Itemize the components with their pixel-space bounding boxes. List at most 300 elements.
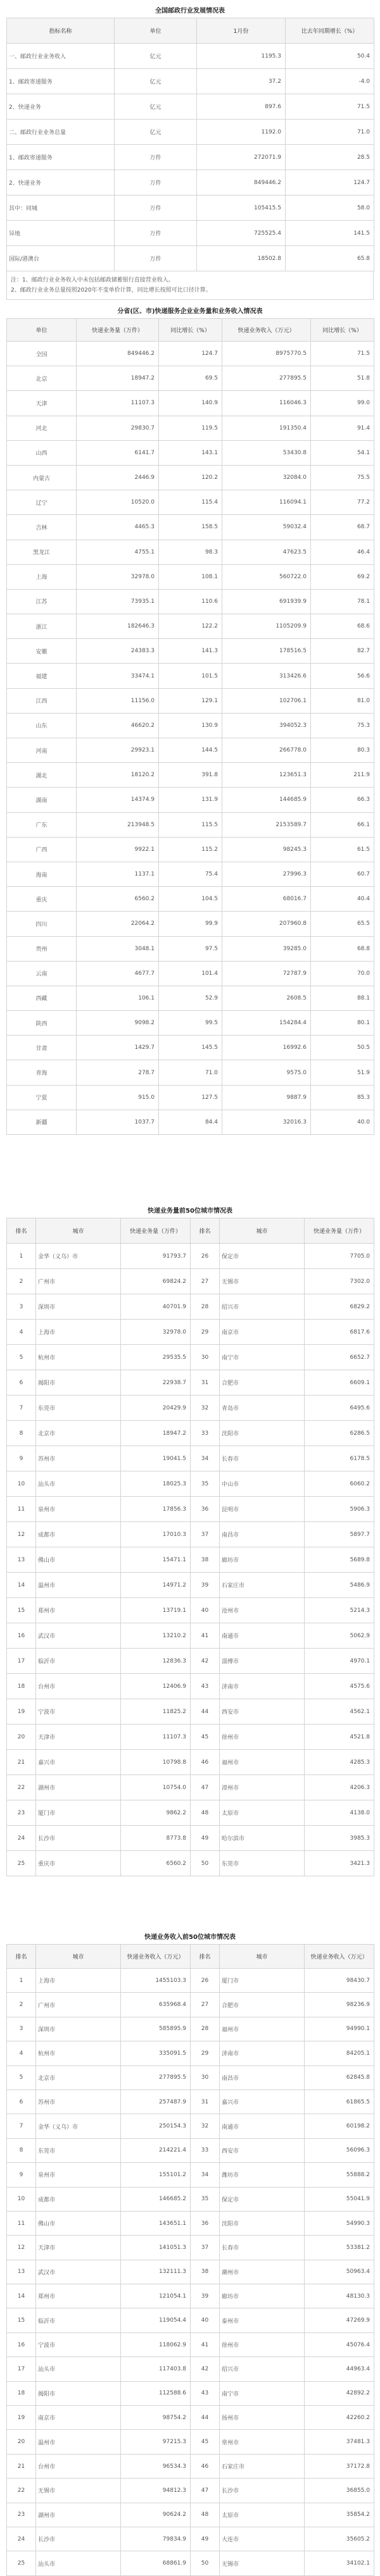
table-cell: 75.3 <box>311 713 374 738</box>
table-cell: 内蒙古 <box>7 465 77 490</box>
table-cell: 16 <box>7 1623 36 1649</box>
table-cell: 146685.2 <box>121 2187 191 2211</box>
table-cell: 14374.9 <box>77 788 159 812</box>
table-cell: 42 <box>191 1649 220 1674</box>
table-row <box>7 366 374 391</box>
table-cell: 32084.0 <box>222 465 311 490</box>
table-cell: 29923.1 <box>77 738 159 763</box>
table-cell: 39 <box>191 1573 220 1598</box>
table1 <box>6 18 374 271</box>
table-cell: 四川 <box>7 912 77 936</box>
table-cell: 47 <box>191 1775 220 1800</box>
table-cell: 34102.1 <box>305 2551 374 2575</box>
table-cell: 127.5 <box>159 1085 222 1110</box>
table-cell: 88.1 <box>311 986 374 1010</box>
table-cell: 84205.1 <box>305 2041 374 2065</box>
table-cell: 101.4 <box>159 961 222 986</box>
table-cell: 1192.0 <box>197 120 286 145</box>
table-cell: 青海 <box>7 1060 77 1085</box>
table-cell: 北京 <box>7 366 77 391</box>
table-cell: 成都市 <box>36 1522 121 1547</box>
table-cell: 691939.9 <box>222 589 311 614</box>
table-row <box>7 2551 374 2575</box>
table-cell: 37.2 <box>197 69 286 94</box>
table-cell: 62845.8 <box>305 2065 374 2090</box>
table2-header-cell: 快递业务量（万件） <box>77 319 159 342</box>
table-cell: 391.8 <box>159 763 222 788</box>
table-row <box>7 1396 374 1421</box>
table-cell: 佛山市 <box>36 1547 121 1573</box>
table-cell: 36 <box>191 2211 220 2235</box>
table-cell: 7 <box>7 2114 36 2138</box>
table-cell: 32 <box>191 1396 220 1421</box>
table-cell: 长春市 <box>220 1446 305 1471</box>
table-cell: 长沙市 <box>36 1826 121 1851</box>
table-cell: 66.1 <box>311 812 374 837</box>
table-cell: 石家庄市 <box>220 1573 305 1598</box>
table4-header-cell: 城市 <box>36 1945 121 1969</box>
table-cell: 7705.0 <box>305 1244 374 1269</box>
table-cell: 33 <box>191 1421 220 1446</box>
table-cell: 272071.9 <box>197 145 286 170</box>
table-cell: 18947.2 <box>121 1421 191 1446</box>
table-cell: 临沂市 <box>36 1649 121 1674</box>
table-cell: 84.4 <box>159 1110 222 1134</box>
table-cell: 277895.5 <box>222 366 311 391</box>
table-cell: 71.0 <box>159 1060 222 1085</box>
table-cell: 141.5 <box>286 221 374 246</box>
table-cell: 28 <box>191 1294 220 1320</box>
table-row <box>7 1547 374 1573</box>
table-row <box>7 1471 374 1497</box>
table-cell: 10754.0 <box>121 1775 191 1800</box>
table-row <box>7 1993 374 2017</box>
table-row <box>7 763 374 788</box>
table-cell: 广西 <box>7 837 77 862</box>
table-row <box>7 936 374 961</box>
table-cell: 南京市 <box>36 2406 121 2430</box>
table-cell: 11107.3 <box>77 391 159 416</box>
table-cell: 15471.1 <box>121 1547 191 1573</box>
table-cell: 泉州市 <box>36 2163 121 2187</box>
table-cell: 10 <box>7 1471 36 1497</box>
table-row <box>7 1674 374 1699</box>
table2-header-cell: 同比增长（%） <box>311 319 374 342</box>
table-cell: 16992.6 <box>222 1036 311 1060</box>
table-cell: 50 <box>191 1851 220 1876</box>
table-cell: 甘肃 <box>7 1036 77 1060</box>
table-cell: 94990.1 <box>305 2017 374 2041</box>
table-cell: 20 <box>7 1725 36 1750</box>
table-cell: 9098.2 <box>77 1011 159 1036</box>
table-cell: 万件 <box>115 246 197 271</box>
table-cell: 11 <box>7 1497 36 1522</box>
table-cell: 29 <box>191 1320 220 1345</box>
table-cell: 124.7 <box>159 342 222 366</box>
table-row <box>7 2527 374 2551</box>
table-cell: 182646.3 <box>77 614 159 639</box>
table-cell: 60198.2 <box>305 2114 374 2138</box>
table-cell: 58.0 <box>286 195 374 221</box>
table-cell: 6829.2 <box>305 1294 374 1320</box>
table-cell: 25 <box>7 2551 36 2575</box>
table1-title: 全国邮政行业发展情况表 <box>155 8 225 15</box>
table-cell: 116046.3 <box>222 391 311 416</box>
table-cell: 68.6 <box>311 614 374 639</box>
table-cell: 120.2 <box>159 465 222 490</box>
table-cell: 苏州市 <box>36 1446 121 1471</box>
table-row <box>7 246 374 271</box>
table-cell: 23 <box>7 1800 36 1826</box>
table-cell: 117403.8 <box>121 2357 191 2381</box>
table-cell: 6178.5 <box>305 1446 374 1471</box>
table4-header-cell: 快递业务收入（万元） <box>121 1945 191 1969</box>
table3-header-cell: 排名 <box>191 1218 220 1244</box>
table-row <box>7 1085 374 1110</box>
table-row <box>7 1011 374 1036</box>
table-cell: 3421.3 <box>305 1851 374 1876</box>
table3-title: 快递业务量前50位城市情况表 <box>148 1208 232 1215</box>
table-cell: 24383.3 <box>77 639 159 664</box>
table-cell: 天津市 <box>36 2236 121 2260</box>
table-cell: 313426.6 <box>222 664 311 688</box>
table-cell: 一、邮政行业业务收入 <box>7 44 115 69</box>
table-row <box>7 1320 374 1345</box>
table-cell: 191350.4 <box>222 416 311 440</box>
table-cell: 4206.3 <box>305 1775 374 1800</box>
table-cell: 无锡市 <box>36 2479 121 2503</box>
table-cell: 68016.7 <box>222 887 311 912</box>
table-cell: 深圳市 <box>36 1294 121 1320</box>
table-cell: 118062.9 <box>121 2332 191 2356</box>
table-cell: 99.0 <box>311 391 374 416</box>
table-cell: 119054.4 <box>121 2308 191 2332</box>
table-cell: 15 <box>7 2308 36 2332</box>
table-cell: 亿元 <box>115 120 197 145</box>
table-cell: 35605.2 <box>305 2527 374 2551</box>
table-cell: 35854.2 <box>305 2503 374 2527</box>
table3-header-cell: 排名 <box>7 1218 36 1244</box>
table-cell: 东莞市 <box>36 1396 121 1421</box>
table-cell: 2 <box>7 1993 36 2017</box>
table-cell: 宁夏 <box>7 1085 77 1110</box>
table4-header-cell: 城市 <box>220 1945 305 1969</box>
table-cell: 宁波市 <box>36 1699 121 1725</box>
table-cell: 71.0 <box>286 120 374 145</box>
table-cell: 59032.4 <box>222 515 311 540</box>
table-cell: 2153589.7 <box>222 812 311 837</box>
table-cell: 全国 <box>7 342 77 366</box>
table-cell: 嘉兴市 <box>220 2090 305 2114</box>
table3-header-cell: 城市 <box>220 1218 305 1244</box>
table-cell: 560722.0 <box>222 564 311 589</box>
table-cell: 江苏 <box>7 589 77 614</box>
table-cell: 335091.5 <box>121 2041 191 2065</box>
table-cell: 50.4 <box>286 44 374 69</box>
table-cell: 34 <box>191 1446 220 1471</box>
table-cell: 广州市 <box>36 1993 121 2017</box>
table-cell: 7302.0 <box>305 1269 374 1294</box>
table-cell: 山东 <box>7 713 77 738</box>
table-cell: 44 <box>191 2406 220 2430</box>
table-cell: 849446.2 <box>197 170 286 195</box>
table-cell: 41 <box>191 1623 220 1649</box>
table-row <box>7 2260 374 2284</box>
table-cell: 41 <box>191 2332 220 2356</box>
table3 <box>6 1218 374 1876</box>
table-row <box>7 1800 374 1826</box>
table-cell: 无锡市 <box>220 2551 305 2575</box>
table-cell: 5062.9 <box>305 1623 374 1649</box>
table-row <box>7 1244 374 1269</box>
table1-header-row <box>7 18 374 44</box>
table-cell: 8773.8 <box>121 1826 191 1851</box>
table-cell: 二、邮政行业业务总量 <box>7 120 115 145</box>
table3-header-cell: 快递业务量（万件） <box>121 1218 191 1244</box>
table-row <box>7 342 374 366</box>
table-cell: 80.3 <box>311 738 374 763</box>
table-cell: 207960.8 <box>222 912 311 936</box>
table-cell: 吉林 <box>7 515 77 540</box>
table-cell: 18947.2 <box>77 366 159 391</box>
table-cell: 13 <box>7 2260 36 2284</box>
table-cell: 8 <box>7 2138 36 2162</box>
table-cell: 19 <box>7 1699 36 1725</box>
table-row <box>7 44 374 69</box>
table-cell: 亿元 <box>115 94 197 120</box>
table-cell: 4465.3 <box>77 515 159 540</box>
table-row <box>7 2187 374 2211</box>
table-cell: 140.9 <box>159 391 222 416</box>
table-cell: 万件 <box>115 195 197 221</box>
table-cell: 万件 <box>115 145 197 170</box>
table-cell: 4 <box>7 1320 36 1345</box>
table-cell: 6560.2 <box>77 887 159 912</box>
table-cell: 湖北 <box>7 763 77 788</box>
table-cell: 厦门市 <box>36 1800 121 1826</box>
table-cell: 保定市 <box>220 1244 305 1269</box>
table4-header-row <box>7 1945 374 1969</box>
table-row <box>7 2236 374 2260</box>
table-cell: 7 <box>7 1396 36 1421</box>
table-cell: 其中：同城 <box>7 195 115 221</box>
table-row <box>7 788 374 812</box>
table-cell: 湖州市 <box>36 1775 121 1800</box>
table-row <box>7 837 374 862</box>
table-cell: 17856.3 <box>121 1497 191 1522</box>
table-cell: 131.9 <box>159 788 222 812</box>
table4-header-cell: 排名 <box>191 1945 220 1969</box>
table4 <box>6 1944 374 2576</box>
table-cell: 沈阳市 <box>220 2211 305 2235</box>
table-cell: 湖州市 <box>36 2503 121 2527</box>
table-cell: 36855.0 <box>305 2479 374 2503</box>
table-row <box>7 2357 374 2381</box>
table-cell: 30 <box>191 2065 220 2090</box>
table-cell: 1 <box>7 1244 36 1269</box>
table-cell: 33 <box>191 2138 220 2162</box>
table-cell: 20 <box>7 2430 36 2454</box>
table-cell: 2 <box>7 1269 36 1294</box>
table-row <box>7 1623 374 1649</box>
table-cell: 6560.2 <box>121 1851 191 1876</box>
table-cell: 6 <box>7 1370 36 1396</box>
table-cell: 141.3 <box>159 639 222 664</box>
table-cell: 80.1 <box>311 1011 374 1036</box>
table-cell: 69.2 <box>311 564 374 589</box>
table-cell: 2446.9 <box>77 465 159 490</box>
table-cell: 长沙市 <box>220 2479 305 2503</box>
table-cell: 94812.3 <box>121 2479 191 2503</box>
table-cell: 35 <box>191 2187 220 2211</box>
table-row <box>7 2308 374 2332</box>
table-cell: 哈尔滨市 <box>220 1826 305 1851</box>
table-cell: 40.4 <box>311 887 374 912</box>
table-row <box>7 1649 374 1674</box>
table-cell: 122.2 <box>159 614 222 639</box>
table-cell: 129.1 <box>159 688 222 713</box>
table-cell: 16 <box>7 2332 36 2356</box>
table-cell: 51.9 <box>311 1060 374 1085</box>
table-cell: 132111.3 <box>121 2260 191 2284</box>
table-cell: 32016.3 <box>222 1110 311 1134</box>
table-cell: 6286.5 <box>305 1421 374 1446</box>
table-cell: 广州市 <box>36 1269 121 1294</box>
table-cell: 重庆市 <box>36 1851 121 1876</box>
table-cell: 29535.5 <box>121 1345 191 1370</box>
table3-header-cell: 城市 <box>36 1218 121 1244</box>
table-row <box>7 2454 374 2478</box>
table-cell: 158.5 <box>159 515 222 540</box>
table-cell: 汕头市 <box>36 2551 121 2575</box>
table-row <box>7 2332 374 2356</box>
table-cell: 11156.0 <box>77 688 159 713</box>
table-cell: 3985.3 <box>305 1826 374 1851</box>
table-row <box>7 1826 374 1851</box>
table-row <box>7 416 374 440</box>
table-cell: 沈阳市 <box>220 1421 305 1446</box>
table-cell: 46 <box>191 2454 220 2478</box>
table-cell: 36 <box>191 1497 220 1522</box>
table-cell: 44963.4 <box>305 2357 374 2381</box>
table-cell: 昆明市 <box>220 1497 305 1522</box>
table-cell: 苏州市 <box>36 2090 121 2114</box>
table-cell: 安徽 <box>7 639 77 664</box>
table-cell: 11 <box>7 2211 36 2235</box>
table-cell: 69824.2 <box>121 1269 191 1294</box>
table-cell: 沧州市 <box>220 1598 305 1623</box>
table-cell: 国际/港澳台 <box>7 246 115 271</box>
table-cell: 99.5 <box>159 1011 222 1036</box>
table-cell: 44 <box>191 1699 220 1725</box>
table-cell: 合肥市 <box>220 1370 305 1396</box>
table-cell: 5 <box>7 2065 36 2090</box>
table-cell: 54990.3 <box>305 2211 374 2235</box>
table-cell: 福建 <box>7 664 77 688</box>
table-cell: 38 <box>191 2260 220 2284</box>
table-cell: 49 <box>191 1826 220 1851</box>
table-cell: 4138.0 <box>305 1800 374 1826</box>
table-cell: 155101.2 <box>121 2163 191 2187</box>
table-cell: 40 <box>191 2308 220 2332</box>
table-cell: 45 <box>191 2430 220 2454</box>
table-cell: 云南 <box>7 961 77 986</box>
table-cell: 大连市 <box>220 2527 305 2551</box>
table-cell: 东莞市 <box>220 1851 305 1876</box>
table-cell: 宁波市 <box>36 2332 121 2356</box>
table-cell: 重庆 <box>7 887 77 912</box>
table-cell: 32978.0 <box>121 1320 191 1345</box>
table-cell: 18 <box>7 2381 36 2405</box>
table-cell: 178516.5 <box>222 639 311 664</box>
table-cell: 47623.5 <box>222 540 311 564</box>
table-cell: 43 <box>191 1674 220 1699</box>
table-cell: 6 <box>7 2090 36 2114</box>
table-cell: 廊坊市 <box>220 1547 305 1573</box>
table-cell: 8975770.5 <box>222 342 311 366</box>
table-cell: 1195.3 <box>197 44 286 69</box>
table-cell: 29830.7 <box>77 416 159 440</box>
table-cell: 35 <box>191 1471 220 1497</box>
table-cell: 潮州市 <box>220 2260 305 2284</box>
table-cell: 24 <box>7 2527 36 2551</box>
table-cell: 56096.3 <box>305 2138 374 2162</box>
table-row <box>7 2138 374 2162</box>
table-cell: 25 <box>7 1851 36 1876</box>
table4-header-cell: 排名 <box>7 1945 36 1969</box>
table-cell: 68861.9 <box>121 2551 191 2575</box>
table-cell: 22064.2 <box>77 912 159 936</box>
table-cell: 19041.5 <box>121 1446 191 1471</box>
table2 <box>6 318 374 1135</box>
table-cell: 70.0 <box>311 961 374 986</box>
table-cell: 嘉兴市 <box>36 1750 121 1775</box>
table-cell: 31 <box>191 1370 220 1396</box>
table-cell: 温州市 <box>36 2430 121 2454</box>
table-cell: 1429.7 <box>77 1036 159 1060</box>
table-cell: 78.1 <box>311 589 374 614</box>
table-row <box>7 1345 374 1370</box>
table-cell: 万件 <box>115 170 197 195</box>
table-row <box>7 2114 374 2138</box>
table-cell: 14 <box>7 1573 36 1598</box>
table-cell: 山西 <box>7 440 77 465</box>
table-cell: 30 <box>191 1345 220 1370</box>
table-cell: 18025.3 <box>121 1471 191 1497</box>
table-row <box>7 2065 374 2090</box>
table-cell: 5897.7 <box>305 1522 374 1547</box>
table-cell: 37481.3 <box>305 2430 374 2454</box>
table-row <box>7 515 374 540</box>
table-cell: 214221.4 <box>121 2138 191 2162</box>
table-cell: 115.4 <box>159 490 222 515</box>
table-cell: 深圳市 <box>36 2017 121 2041</box>
table-cell: 154284.4 <box>222 1011 311 1036</box>
table-row <box>7 564 374 589</box>
table-cell: 太原市 <box>220 2503 305 2527</box>
table-cell: 39 <box>191 2284 220 2308</box>
table-cell: 廊坊市 <box>220 2284 305 2308</box>
table-row <box>7 2406 374 2430</box>
table-cell: 绍兴市 <box>220 1294 305 1320</box>
table-cell: 22 <box>7 1775 36 1800</box>
table-cell: 105415.5 <box>197 195 286 221</box>
table1-header-cell: 单位 <box>115 18 197 44</box>
table-cell: 106.1 <box>77 986 159 1010</box>
table-cell: 90624.2 <box>121 2503 191 2527</box>
table-row <box>7 1269 374 1294</box>
table-cell: 98430.7 <box>305 1969 374 1993</box>
